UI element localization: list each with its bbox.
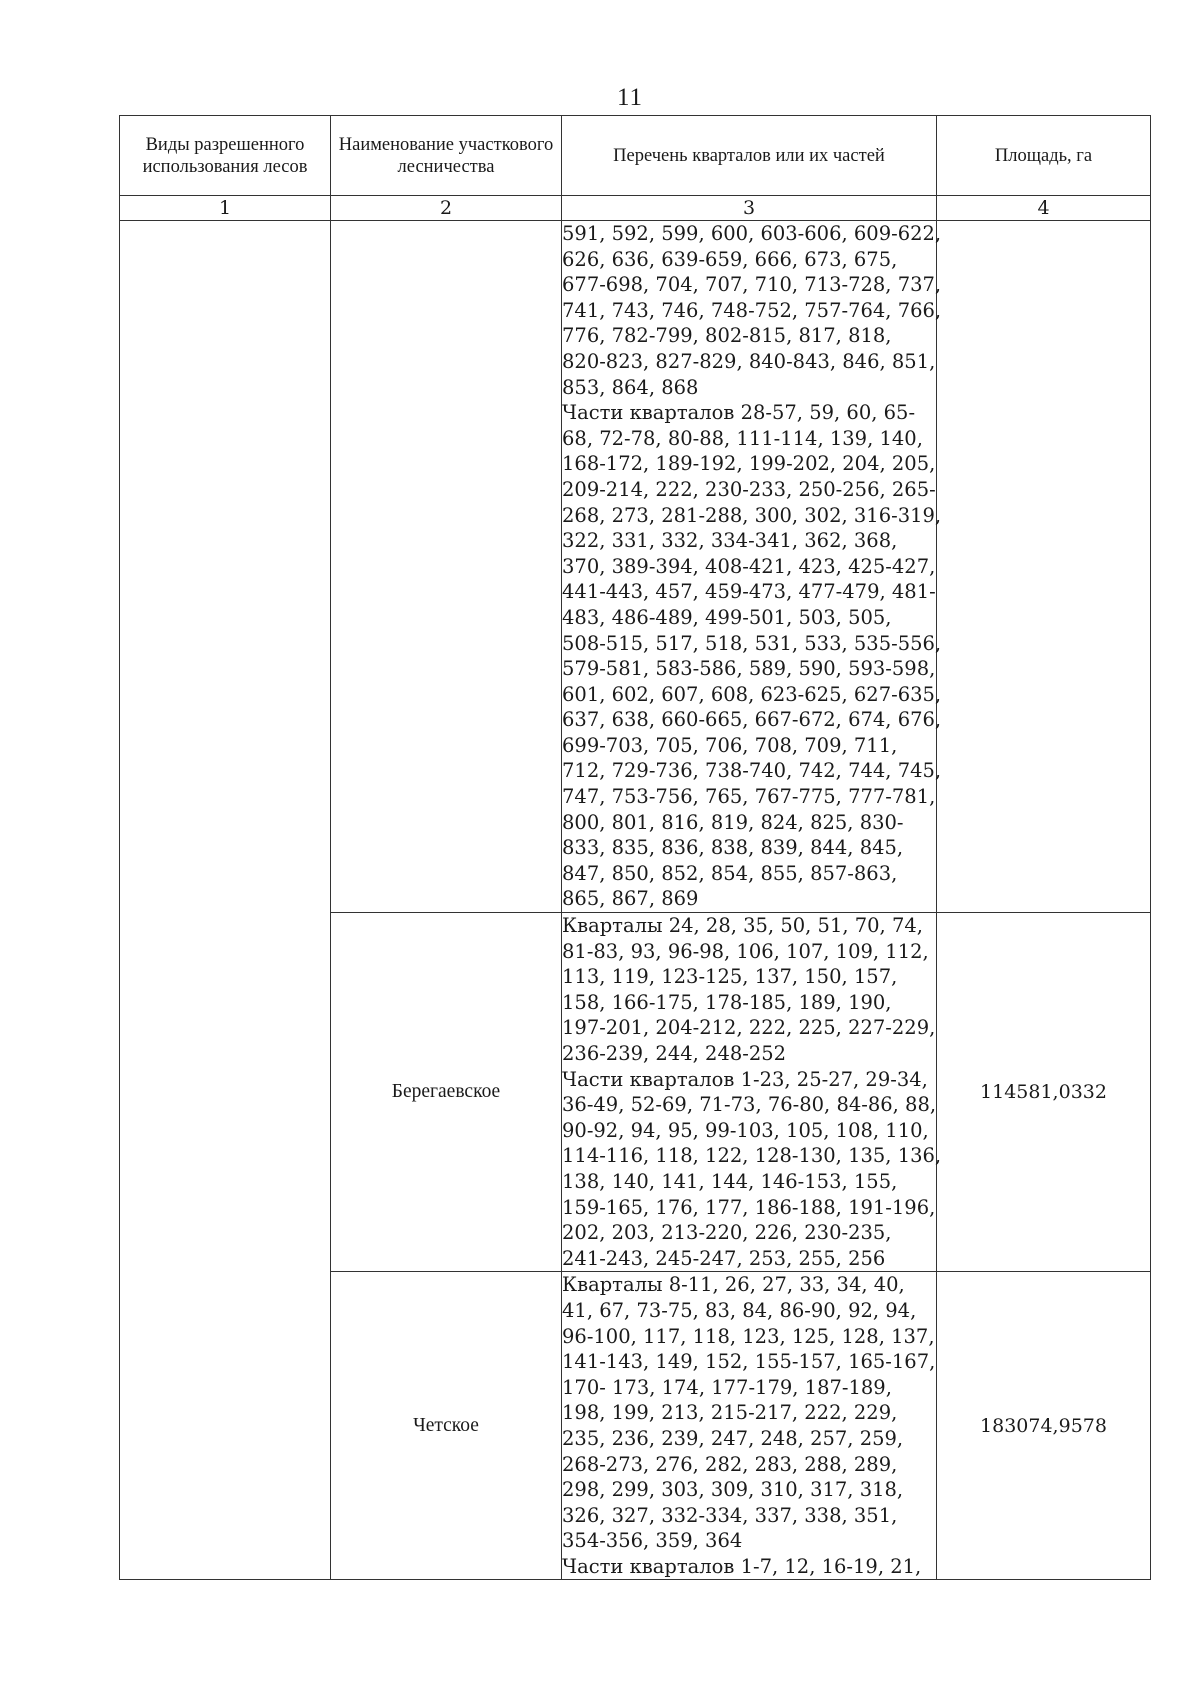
quarters-line: 354-356, 359, 364 [562,1529,743,1553]
header-area: Площадь, га [937,116,1151,196]
quarters-line: 853, 864, 868 [562,375,699,399]
header-permitted-use: Виды разрешенного использования лесов [120,116,331,196]
quarters-line: Части кварталов 28-57, 59, 60, 65- [562,401,916,425]
quarters-line: 141-143, 149, 152, 155-157, 165-167, [562,1350,936,1374]
quarters-line: 370, 389-394, 408-421, 423, 425-427, [562,554,936,578]
header-quarters-list: Перечень кварталов или их частей [562,116,937,196]
area-cell [937,221,1151,913]
quarters-line: 138, 140, 141, 144, 146-153, 155, [562,1169,898,1193]
quarters-line: 81-83, 93, 96-98, 106, 107, 109, 112, [562,939,929,963]
permitted-use-cell [120,221,331,1580]
quarters-line: 847, 850, 852, 854, 855, 857-863, [562,861,898,885]
quarters-line: 508-515, 517, 518, 531, 533, 535-556, [562,631,942,655]
quarters-line: 326, 327, 332-334, 337, 338, 351, [562,1503,898,1527]
quarters-line: 591, 592, 599, 600, 603-606, 609-622, [562,222,942,245]
quarters-line: 833, 835, 836, 838, 839, 844, 845, [562,836,904,860]
quarters-line: 202, 203, 213-220, 226, 230-235, [562,1221,892,1245]
column-number: 2 [331,196,562,221]
quarters-line: 712, 729-736, 738-740, 742, 744, 745, [562,759,942,783]
column-number: 3 [562,196,937,221]
quarters-line: 601, 602, 607, 608, 623-625, 627-635, [562,682,942,706]
quarters-line: 298, 299, 303, 309, 310, 317, 318, [562,1478,904,1502]
quarters-list-cell [562,221,942,913]
quarters-line: 114-116, 118, 122, 128-130, 135, 136, [562,1144,942,1168]
quarters-line: 441-443, 457, 459-473, 477-479, 481- [562,580,936,604]
quarters-line: 158, 166-175, 178-185, 189, 190, [562,990,892,1014]
quarters-line: 168-172, 189-192, 199-202, 204, 205, [562,452,936,476]
quarters-line: 90-92, 94, 95, 99-103, 105, 108, 110, [562,1118,929,1142]
forestry-name-cell: Берегаевское [331,913,562,1272]
quarters-line: 235, 236, 239, 247, 248, 257, 259, [562,1426,904,1450]
forestry-name-cell [331,221,562,913]
area-cell: 114581,0332 [937,913,1151,1272]
quarters-line: Кварталы 8-11, 26, 27, 33, 34, 40, [562,1273,905,1297]
area-cell: 183074,9578 [937,1272,1151,1580]
quarters-line: 747, 753-756, 765, 767-775, 777-781, [562,785,936,809]
quarters-line: 322, 331, 332, 334-341, 362, 368, [562,529,898,553]
quarters-line: 865, 867, 869 [562,887,699,911]
quarters-line: 637, 638, 660-665, 667-672, 674, 676, [562,708,942,732]
forestry-name-cell: Четское [331,1272,562,1580]
quarters-line: 197-201, 204-212, 222, 225, 227-229, [562,1016,936,1040]
quarters-line: 268, 273, 281-288, 300, 302, 316-319, [562,503,942,527]
quarters-list-cell [562,913,942,1272]
table-row [120,221,1151,913]
quarters-line: 236-239, 244, 248-252 [562,1042,787,1065]
column-number: 1 [120,196,331,221]
header-row [120,116,1151,196]
quarters-line: 579-581, 583-586, 589, 590, 593-598, [562,657,936,681]
header-forestry-name: Наименование участкового лесничества [331,116,562,196]
quarters-line: 170- 173, 174, 177-179, 187-189, [562,1375,892,1399]
quarters-line: Части кварталов 1-7, 12, 16-19, 21, [562,1554,922,1578]
quarters-line: 41, 67, 73-75, 83, 84, 86-90, 92, 94, [562,1298,917,1322]
quarters-line: 741, 743, 746, 748-752, 757-764, 766, [562,298,942,322]
quarters-line: 198, 199, 213, 215-217, 222, 229, [562,1401,898,1425]
quarters-line: 776, 782-799, 802-815, 817, 818, [562,324,892,348]
quarters-line: 483, 486-489, 499-501, 503, 505, [562,605,892,629]
quarters-line: 268-273, 276, 282, 283, 288, 289, [562,1452,898,1476]
quarters-line: 159-165, 176, 177, 186-188, 191-196, [562,1195,936,1219]
quarters-line: 68, 72-78, 80-88, 111-114, 139, 140, [562,426,923,450]
forest-use-table [119,115,1151,1580]
quarters-line: 36-49, 52-69, 71-73, 76-80, 84-86, 88, [562,1093,937,1117]
quarters-line: 626, 636, 639-659, 666, 673, 675, [562,247,898,271]
quarters-line: 209-214, 222, 230-233, 250-256, 265- [562,477,936,501]
quarters-line: 113, 119, 123-125, 137, 150, 157, [562,965,898,989]
quarters-line: Кварталы 24, 28, 35, 50, 51, 70, 74, [562,914,923,938]
quarters-list-cell [562,1272,937,1580]
quarters-line: 96-100, 117, 118, 123, 125, 128, 137, [562,1324,935,1348]
column-number: 4 [937,196,1151,221]
quarters-line: 800, 801, 816, 819, 824, 825, 830- [562,810,904,834]
page-number: 11 [616,84,644,111]
quarters-line: 241-243, 245-247, 253, 255, 256 [562,1246,886,1270]
quarters-line: 699-703, 705, 706, 708, 709, 711, [562,733,898,757]
quarters-line: Части кварталов 1-23, 25-27, 29-34, [562,1067,928,1091]
quarters-line: 677-698, 704, 707, 710, 713-728, 737, [562,273,942,297]
quarters-line: 820-823, 827-829, 840-843, 846, 851, [562,349,936,373]
column-number-row [120,196,1151,221]
